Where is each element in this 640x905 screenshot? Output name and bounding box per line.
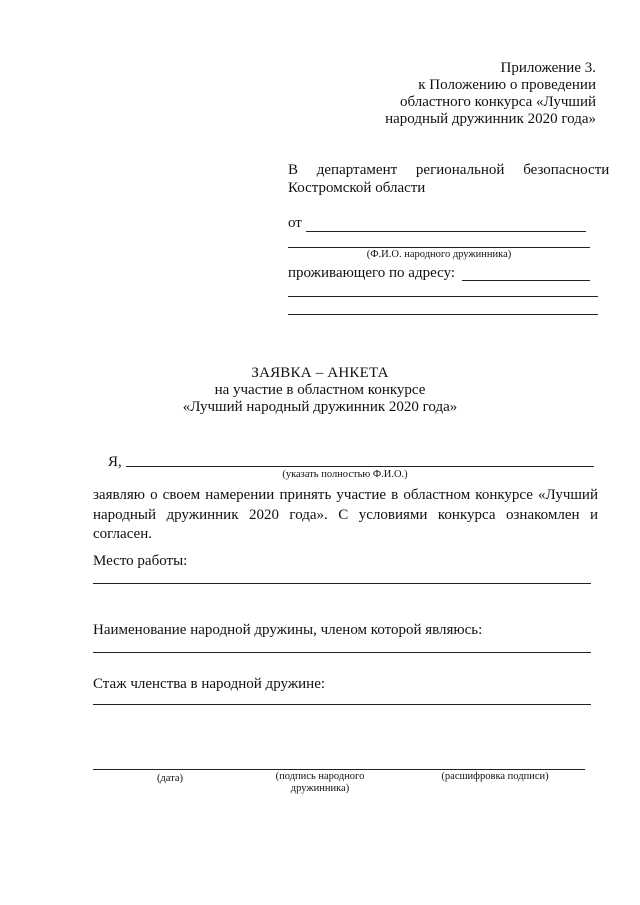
fio-caption: (Ф.И.О. народного дружинника) bbox=[366, 249, 512, 260]
form-heading bbox=[0, 364, 640, 416]
address-field-2[interactable] bbox=[288, 296, 598, 297]
form-subtitle: «Лучший народный дружинник 2020 года» bbox=[182, 399, 458, 415]
address-field[interactable] bbox=[462, 280, 590, 281]
signature-caption bbox=[262, 771, 378, 795]
signature-line[interactable] bbox=[93, 769, 585, 770]
signature-caption-line: (подпись народного bbox=[275, 771, 365, 782]
addressee-line: Костромской области bbox=[288, 180, 426, 196]
applicant-fio-field[interactable] bbox=[126, 466, 594, 467]
squad-label: Наименование народной дружины, членом которой являюсь: bbox=[93, 622, 483, 638]
squad-field[interactable] bbox=[93, 652, 591, 653]
form-title: ЗАЯВКА – АНКЕТА bbox=[251, 365, 389, 381]
decode-caption: (расшифровка подписи) bbox=[441, 771, 549, 782]
form-subtitle: на участие в областном конкурсе bbox=[214, 382, 426, 398]
appendix-ref-line: народный дружинник 2020 года» bbox=[385, 111, 596, 127]
address-field-3[interactable] bbox=[288, 314, 598, 315]
tenure-label: Стаж членства в народной дружине: bbox=[93, 676, 326, 692]
from-label: от bbox=[288, 215, 302, 231]
from-fio-field[interactable] bbox=[306, 231, 586, 232]
from-fio-field-2[interactable] bbox=[288, 247, 590, 248]
i-label: Я, bbox=[108, 454, 122, 470]
workplace-field[interactable] bbox=[93, 583, 591, 584]
date-caption: (дата) bbox=[156, 773, 184, 784]
statement-text: заявляю о своем намерении принять участие в областном конкурсе «Лучший народный дружинник 2020 года». С условиями конкурса ознакомлен и согласен. bbox=[93, 487, 598, 542]
workplace-label: Место работы: bbox=[93, 553, 188, 569]
address-label: проживающего по адресу: bbox=[288, 265, 456, 281]
appendix-ref-line: к Положению о проведении bbox=[418, 77, 596, 93]
appendix-block bbox=[296, 60, 596, 128]
tenure-field[interactable] bbox=[93, 704, 591, 705]
appendix-ref-line: областного конкурса «Лучший bbox=[400, 94, 596, 110]
appendix-number: Приложение 3. bbox=[500, 60, 596, 76]
signature-caption-line: дружинника) bbox=[290, 783, 350, 794]
addressee-line: В департамент региональной безопасности bbox=[288, 162, 610, 178]
applicant-fio-caption: (указать полностью Ф.И.О.) bbox=[282, 469, 408, 480]
